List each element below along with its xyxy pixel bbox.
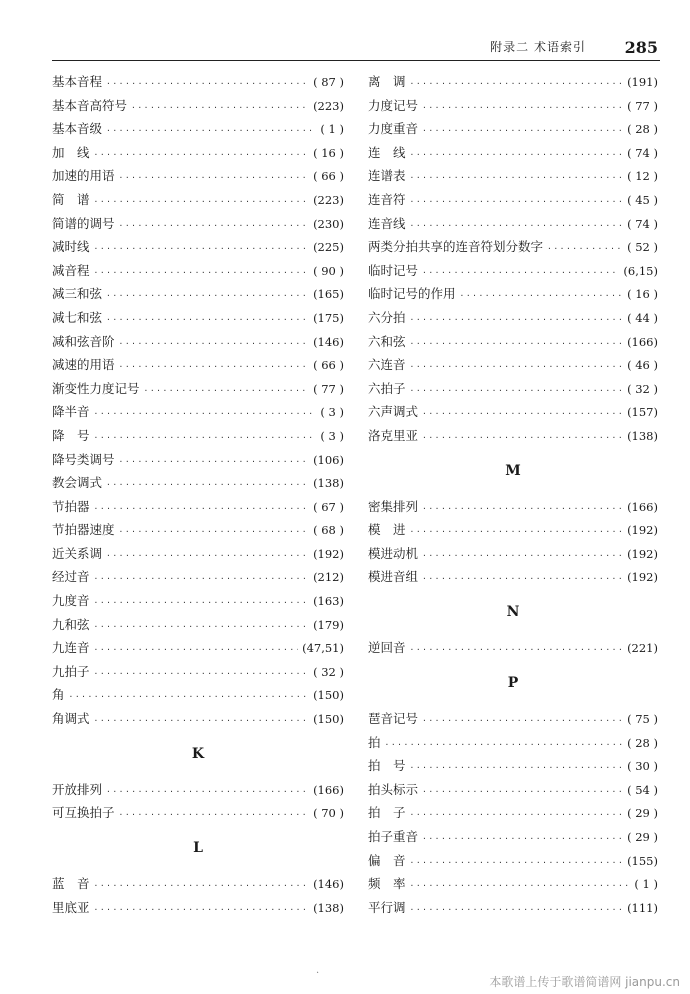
page-reference: ( 45 ): [627, 192, 658, 207]
dot-leader: [106, 284, 309, 308]
index-entry: [52, 188, 344, 212]
dot-leader: [94, 615, 310, 639]
index-term: 两类分拍共享的连音符划分数字: [368, 239, 544, 255]
dot-leader: [422, 261, 619, 285]
dot-leader: [119, 166, 310, 190]
dot-leader: [106, 119, 316, 143]
index-term: 模进动机: [368, 545, 419, 561]
index-entry: [52, 565, 344, 589]
index-column-left: [52, 70, 344, 919]
dot-leader: [69, 685, 310, 709]
dot-leader: [410, 190, 624, 214]
index-term: 连音符: [368, 191, 406, 207]
dot-leader: [94, 426, 317, 450]
page-reference: ( 3 ): [320, 428, 344, 443]
page-reference: (138): [313, 476, 344, 491]
index-entry: [368, 636, 658, 660]
index-entry: [52, 589, 344, 613]
dot-leader: [410, 520, 624, 544]
index-term: 减音程: [52, 262, 90, 278]
page-reference: ( 3 ): [320, 405, 344, 420]
index-term: 六分拍: [368, 309, 406, 325]
page-reference: (166): [313, 782, 344, 797]
page-reference: ( 74 ): [627, 216, 658, 231]
index-entry: [52, 94, 344, 118]
dot-leader: [144, 379, 310, 403]
index-term: 可互换拍子: [52, 805, 115, 821]
index-term: 九度音: [52, 593, 90, 609]
dot-leader: [106, 473, 309, 497]
index-entry: [52, 542, 344, 566]
index-term: 拍 子: [368, 805, 406, 821]
index-entry: [368, 849, 658, 873]
page-reference: (175): [313, 310, 344, 325]
dot-leader: [410, 355, 624, 379]
index-entry: [368, 306, 658, 330]
index-entry: [368, 282, 658, 306]
dot-leader: [106, 544, 309, 568]
index-term: 密集排列: [368, 498, 419, 514]
page-reference: (166): [627, 334, 658, 349]
watermark: 本歌谱上传于歌谱简谱网 jianpu.cn: [489, 975, 680, 989]
dot-leader: [119, 355, 310, 379]
index-term: 连 线: [368, 144, 406, 160]
index-entry: [52, 306, 344, 330]
page-reference: ( 75 ): [627, 712, 658, 727]
index-entry: [368, 565, 658, 589]
index-entry: [52, 613, 344, 637]
index-entry: [52, 495, 344, 519]
dot-leader: [94, 261, 310, 285]
index-term: 基本音高符号: [52, 97, 128, 113]
dot-leader: [410, 308, 624, 332]
dot-leader: [119, 450, 310, 474]
dot-leader: [94, 190, 310, 214]
index-term: 节拍器速度: [52, 522, 115, 538]
dot-leader: [410, 214, 624, 238]
page-reference: ( 32 ): [627, 381, 658, 396]
dot-leader: [94, 874, 310, 898]
index-entry: [52, 660, 344, 684]
index-term: 模 进: [368, 522, 406, 538]
dot-leader: [94, 237, 310, 261]
dot-leader: [131, 96, 309, 120]
index-term: 角: [52, 687, 65, 703]
page-reference: (146): [313, 877, 344, 892]
index-term: 频 率: [368, 876, 406, 892]
page-reference: (212): [313, 570, 344, 585]
dot-leader: [422, 709, 623, 733]
dot-leader: [410, 332, 624, 356]
dot-leader: [106, 72, 309, 96]
dot-leader: [410, 898, 624, 922]
page-reference: (166): [627, 499, 658, 514]
index-entry: [368, 259, 658, 283]
page-reference: ( 77 ): [627, 98, 658, 113]
index-entry: [368, 542, 658, 566]
page-reference: (157): [627, 405, 658, 420]
index-entry: [368, 117, 658, 141]
page-reference: ( 70 ): [313, 806, 344, 821]
page-reference: (47,51): [302, 641, 344, 656]
index-term: 偏 音: [368, 852, 406, 868]
dot-leader: [410, 851, 624, 875]
footer-mark: ·: [316, 968, 320, 979]
index-term: 九连音: [52, 640, 90, 656]
index-entry: [368, 377, 658, 401]
index-term: 六和弦: [368, 333, 406, 349]
dot-leader: [410, 874, 631, 898]
page-reference: (138): [313, 900, 344, 915]
page-reference: ( 87 ): [313, 75, 344, 89]
dot-leader: [94, 662, 310, 686]
page-reference: ( 1 ): [634, 877, 658, 892]
index-entry: [368, 731, 658, 755]
page-reference: ( 12 ): [627, 169, 658, 184]
dot-leader: [385, 733, 624, 757]
index-term: 平行调: [368, 899, 406, 915]
dot-leader: [422, 96, 623, 120]
index-term: 渐变性力度记号: [52, 380, 140, 396]
dot-leader: [94, 898, 310, 922]
index-term: 减和弦音阶: [52, 333, 115, 349]
header-section-title: 附录二 术语索引: [490, 40, 586, 54]
index-term: 简谱的调号: [52, 215, 115, 231]
dot-leader: [422, 780, 623, 804]
dot-leader: [94, 402, 317, 426]
index-term: 连音线: [368, 215, 406, 231]
index-term: 洛克里亚: [368, 427, 419, 443]
index-entry: [52, 70, 344, 94]
page-reference: ( 54 ): [627, 782, 658, 797]
page-reference: ( 77 ): [313, 381, 344, 396]
index-entry: [368, 778, 658, 802]
index-letter-heading: K: [191, 745, 205, 762]
page-reference: (192): [627, 570, 658, 585]
index-term: 角调式: [52, 711, 90, 727]
page-reference: (138): [627, 428, 658, 443]
index-term: 六连音: [368, 357, 406, 373]
index-term: 加速的用语: [52, 168, 115, 184]
index-term: 蓝 音: [52, 876, 90, 892]
dot-leader: [422, 827, 623, 851]
dot-leader: [410, 166, 624, 190]
index-term: 拍: [368, 734, 381, 750]
index-entry: [368, 353, 658, 377]
index-entry: [52, 330, 344, 354]
index-term: 加 线: [52, 144, 90, 160]
dot-leader: [94, 591, 310, 615]
index-entry: [52, 259, 344, 283]
index-term: 六声调式: [368, 404, 419, 420]
page-reference: ( 30 ): [627, 759, 658, 774]
page-reference: (6,15): [623, 263, 658, 278]
index-entry: [52, 164, 344, 188]
index-entry: [52, 117, 344, 141]
index-term: 模进音组: [368, 569, 419, 585]
index-column-right: [368, 70, 658, 919]
index-entry: [368, 212, 658, 236]
index-entry: [52, 707, 344, 731]
index-entry: [368, 825, 658, 849]
page-reference: ( 67 ): [313, 499, 344, 514]
index-entry: [368, 754, 658, 778]
index-entry: [52, 212, 344, 236]
index-entry: [368, 424, 658, 448]
dot-leader: [106, 780, 309, 804]
dot-leader: [410, 756, 624, 780]
index-term: 经过音: [52, 569, 90, 585]
page-reference: ( 44 ): [627, 310, 658, 325]
page-reference: (223): [313, 98, 344, 113]
page-reference: ( 28 ): [627, 122, 658, 137]
index-term: 节拍器: [52, 498, 90, 514]
index-letter-heading: L: [193, 840, 203, 856]
index-term: 六拍子: [368, 380, 406, 396]
index-term: 拍 号: [368, 758, 406, 774]
index-entry: [52, 471, 344, 495]
dot-leader: [94, 567, 310, 591]
dot-leader: [460, 284, 624, 308]
index-entry: [52, 683, 344, 707]
index-entry: [368, 164, 658, 188]
index-term: 基本音级: [52, 121, 103, 137]
index-entry: [52, 141, 344, 165]
page-reference: (146): [313, 334, 344, 349]
index-entry: [52, 353, 344, 377]
index-entry: [52, 518, 344, 542]
index-term: 拍头标示: [368, 781, 419, 797]
index-letter-heading: M: [505, 462, 521, 479]
page-reference: ( 16 ): [313, 145, 344, 160]
index-entry: [52, 636, 344, 660]
index-entry: [368, 518, 658, 542]
page-reference: (192): [313, 546, 344, 561]
index-entry: [52, 400, 344, 424]
page-reference: (223): [313, 192, 344, 207]
dot-leader: [422, 402, 623, 426]
index-term: 简 谱: [52, 191, 90, 207]
dot-leader: [119, 214, 310, 238]
dot-leader: [94, 143, 310, 167]
index-entry: [52, 235, 344, 259]
index-term: 临时记号: [368, 262, 419, 278]
index-term: 里底亚: [52, 899, 90, 915]
page-reference: (155): [627, 853, 658, 868]
index-entry: [368, 70, 658, 94]
index-letter-heading: P: [507, 674, 519, 691]
index-term: 九和弦: [52, 616, 90, 632]
running-header: [52, 34, 660, 61]
index-term: 临时记号的作用: [368, 286, 456, 302]
page-reference: ( 74 ): [627, 145, 658, 160]
dot-leader: [410, 638, 624, 662]
dot-leader: [422, 497, 623, 521]
index-term: 力度重音: [368, 121, 419, 137]
index-term: 连谱表: [368, 168, 406, 184]
index-term: 降半音: [52, 404, 90, 420]
page-reference: (163): [313, 594, 344, 609]
page-reference: (192): [627, 523, 658, 538]
page-reference: ( 32 ): [313, 664, 344, 679]
index-entry: [368, 896, 658, 920]
dot-leader: [422, 567, 623, 591]
page-reference: ( 52 ): [627, 240, 658, 255]
index-entry: [52, 448, 344, 472]
page-reference: (179): [313, 617, 344, 632]
dot-leader: [422, 119, 623, 143]
page-reference: (106): [313, 452, 344, 467]
index-letter-heading: N: [506, 604, 520, 621]
index-entry: [368, 495, 658, 519]
dot-leader: [94, 709, 310, 733]
index-term: 拍子重音: [368, 829, 419, 844]
index-entry: [368, 94, 658, 118]
page-reference: (225): [313, 240, 344, 255]
dot-leader: [94, 497, 310, 521]
page-reference: ( 29 ): [627, 806, 658, 821]
page-reference: ( 1 ): [320, 122, 344, 137]
page-reference: (165): [313, 287, 344, 302]
page-number: 285: [624, 38, 658, 57]
page-reference: ( 68 ): [313, 523, 344, 538]
index-entry: [368, 235, 658, 259]
dot-leader: [547, 237, 623, 261]
index-term: 减速的用语: [52, 357, 115, 373]
index-entry: [52, 282, 344, 306]
index-entry: [368, 141, 658, 165]
index-term: 减时线: [52, 239, 90, 255]
page-reference: ( 29 ): [627, 830, 658, 844]
index-entry: [52, 872, 344, 896]
index-entry: [52, 896, 344, 920]
page-reference: ( 66 ): [313, 169, 344, 184]
dot-leader: [422, 426, 623, 450]
index-entry: [368, 330, 658, 354]
dot-leader: [106, 308, 309, 332]
dot-leader: [410, 803, 624, 827]
page-reference: ( 66 ): [313, 358, 344, 373]
dot-leader: [422, 544, 623, 568]
dot-leader: [119, 803, 310, 827]
index-term: 逆回音: [368, 640, 406, 656]
index-entry: [52, 778, 344, 802]
index-term: 降 号: [52, 427, 90, 443]
page-reference: (150): [313, 712, 344, 727]
index-term: 力度记号: [368, 97, 419, 113]
index-term: 琶音记号: [368, 711, 419, 727]
index-term: 降号类调号: [52, 451, 115, 467]
index-term: 基本音程: [52, 74, 103, 89]
index-entry: [368, 872, 658, 896]
index-term: 减三和弦: [52, 286, 103, 302]
index-entry: [368, 400, 658, 424]
page-reference: (192): [627, 546, 658, 561]
index-entry: [52, 801, 344, 825]
page-reference: ( 46 ): [627, 358, 658, 373]
dot-leader: [410, 72, 624, 96]
index-term: 离 调: [368, 74, 406, 89]
index-entry: [368, 801, 658, 825]
dot-leader: [119, 332, 310, 356]
index-term: 近关系调: [52, 545, 103, 561]
index-entry: [368, 707, 658, 731]
page-reference: (191): [627, 75, 658, 89]
index-entry: [368, 188, 658, 212]
index-entry: [52, 377, 344, 401]
page-reference: (111): [627, 900, 658, 915]
index-term: 开放排列: [52, 781, 103, 797]
dot-leader: [94, 638, 299, 662]
index-term: 减七和弦: [52, 309, 103, 325]
page-reference: (230): [313, 216, 344, 231]
index-term: 教会调式: [52, 475, 103, 491]
index-term: 九拍子: [52, 663, 90, 679]
page-reference: (221): [627, 641, 658, 656]
dot-leader: [410, 379, 624, 403]
index-entry: [52, 424, 344, 448]
dot-leader: [410, 143, 624, 167]
page-reference: (150): [313, 688, 344, 703]
page-reference: ( 28 ): [627, 735, 658, 750]
page-reference: ( 90 ): [313, 263, 344, 278]
page-reference: ( 16 ): [627, 287, 658, 302]
dot-leader: [119, 520, 310, 544]
